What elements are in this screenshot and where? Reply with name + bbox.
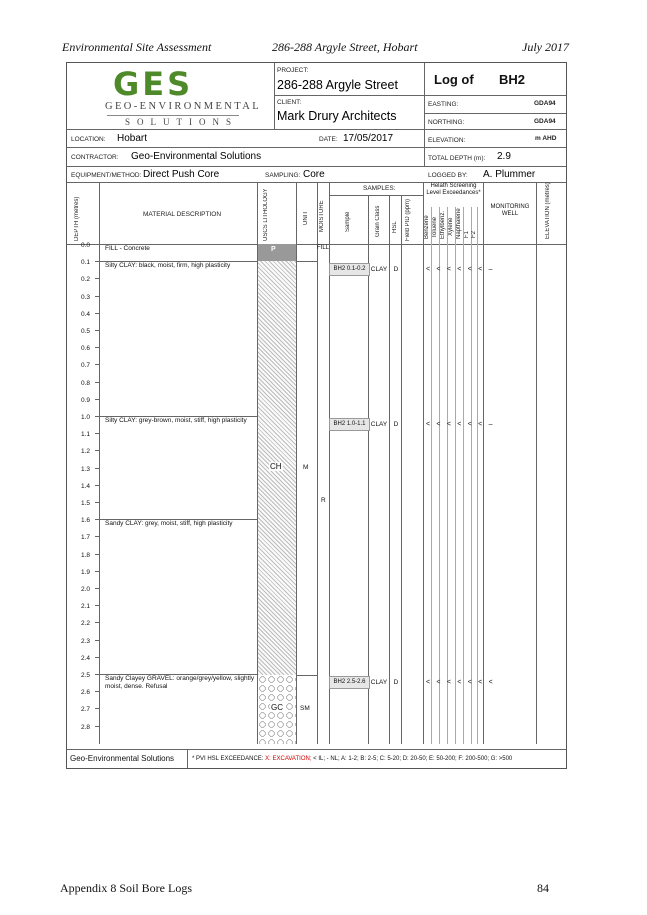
- depth-tick: 2.4: [81, 654, 91, 662]
- depth-tick: 1.0: [81, 414, 91, 421]
- depth-tick: 0.1: [81, 259, 91, 267]
- layer-description: Silty CLAY: black, moist, firm, high plasticity: [105, 262, 231, 270]
- date-value: 17/05/2017: [343, 133, 394, 144]
- lithology-fill-label: P: [271, 246, 276, 253]
- layer-description: Sandy CLAY: grey, moist, stiff, high plasticity: [105, 520, 233, 528]
- depth-tick-mark: [95, 622, 99, 623]
- depth-tick: 0.0: [81, 242, 91, 249]
- depth-tick: 2.5: [81, 672, 91, 679]
- lithology-ch-label: CH: [270, 462, 282, 471]
- col-hsl: HSL: [392, 221, 398, 233]
- depth-tick-mark: [95, 708, 99, 709]
- moisture-r: R: [321, 497, 326, 504]
- easting-label: EASTING:: [428, 101, 459, 108]
- depth-tick: 0.6: [81, 345, 91, 353]
- sample-exceedances: < < < < < < –: [426, 266, 495, 274]
- client-value: Mark Drury Architects: [277, 109, 397, 123]
- depth-tick-mark: [95, 485, 99, 486]
- depth-tick-mark: [95, 502, 99, 503]
- sample-exceedances: < < < < < < –: [426, 421, 495, 428]
- depth-tick-mark: [95, 554, 99, 555]
- depth-tick-mark: [95, 657, 99, 658]
- contractor-label: CONTRACTOR:: [71, 154, 119, 161]
- depth-tick-mark: [95, 330, 99, 331]
- depth-tick: 1.2: [81, 448, 91, 456]
- col-material: MATERIAL DESCRIPTION: [143, 211, 222, 218]
- logged-by-value: A. Plummer: [483, 169, 536, 180]
- col-moisture: MOISTURE: [319, 200, 325, 232]
- depth-tick: 2.6: [81, 689, 91, 697]
- analyte-napthalene: Napthalene: [456, 208, 462, 240]
- logo-line1: GEO-ENVIRONMENTAL: [105, 101, 262, 112]
- total-depth-value: 2.9: [497, 151, 511, 162]
- footer-left: Appendix 8 Soil Bore Logs: [60, 881, 192, 895]
- sample-hsl: D: [393, 421, 399, 428]
- sampling-label: SAMPLING:: [265, 172, 301, 179]
- northing-value: GDA94: [534, 118, 556, 125]
- analyte-xylene: Xylene: [448, 217, 454, 237]
- unit-sm: SM: [300, 705, 310, 712]
- unit-m: M: [303, 464, 309, 471]
- company-logo: [67, 63, 274, 129]
- sampling-value: Core: [303, 169, 325, 180]
- lithology-fill: [258, 244, 296, 261]
- log-of-label: Log of: [434, 72, 474, 87]
- date-label: DATE:: [319, 136, 338, 143]
- logged-by-label: LOGGED BY:: [428, 172, 468, 179]
- header-right: July 2017: [522, 40, 569, 54]
- depth-tick: 1.8: [81, 551, 91, 559]
- col-uscs: USCS LITHOLOGY: [263, 188, 269, 241]
- logo-line2: SOLUTIONS: [125, 117, 239, 127]
- legend-company: Geo-Environmental Solutions: [70, 754, 175, 763]
- col-unit: UNIT: [303, 211, 309, 225]
- depth-tick: 0.2: [81, 276, 91, 284]
- analyte-ethylbenz: Ethylbenz.: [440, 210, 446, 240]
- bore-log-sheet: [66, 62, 567, 769]
- depth-tick-mark: [95, 296, 99, 297]
- depth-tick: 1.3: [81, 465, 91, 473]
- depth-tick: 1.7: [81, 534, 91, 542]
- depth-tick-mark: [95, 588, 99, 589]
- layer-description: Sandy Clayey GRAVEL: orange/grey/yellow, slightly moist, dense. Refusal: [105, 675, 255, 690]
- depth-tick-mark: [95, 605, 99, 606]
- depth-tick-mark: [95, 364, 99, 365]
- depth-tick: 1.1: [81, 431, 91, 439]
- analyte-f1: F1: [464, 230, 470, 238]
- col-grain: Grain Class: [375, 205, 381, 237]
- depth-tick-mark: [95, 382, 99, 383]
- location-value: Hobart: [117, 133, 148, 144]
- moisture-fill: FILL: [317, 245, 330, 251]
- footer-page: 84: [537, 881, 549, 895]
- depth-tick: 0.7: [81, 362, 91, 370]
- logo-letters: GES: [113, 65, 194, 103]
- depth-tick-mark: [95, 468, 99, 469]
- col-well: MONITORING WELL: [490, 204, 530, 217]
- total-depth-label: TOTAL DEPTH (m):: [428, 155, 486, 162]
- depth-tick: 2.0: [81, 586, 91, 593]
- contractor-value: Geo-Environmental Solutions: [131, 151, 262, 162]
- depth-tick: 2.2: [81, 620, 91, 628]
- depth-tick-mark: [95, 726, 99, 727]
- elevation-label: ELEVATION:: [428, 137, 466, 144]
- depth-tick: 0.9: [81, 396, 91, 404]
- header-left: Environmental Site Assessment: [62, 40, 212, 54]
- col-pid: Field PID (ppm): [405, 198, 411, 241]
- depth-tick: 1.9: [81, 568, 91, 576]
- depth-tick-mark: [95, 450, 99, 451]
- depth-tick: 1.4: [81, 482, 91, 490]
- col-elevation: ELEVATION (metres): [545, 182, 551, 239]
- analyte-f2: F2: [471, 230, 477, 238]
- depth-tick: 1.6: [81, 517, 91, 525]
- northing-label: NORTHING:: [428, 119, 465, 126]
- legend-prefix: * PVI HSL EXCEEDANCE:: [192, 756, 266, 762]
- legend-excavation: X: EXCAVATION;: [265, 756, 312, 762]
- depth-tick: 0.4: [81, 310, 91, 318]
- depth-tick-mark: [95, 399, 99, 400]
- sample-grain: CLAY: [370, 421, 388, 428]
- depth-tick-mark: [95, 640, 99, 641]
- easting-value: GDA94: [534, 100, 556, 107]
- project-value: 286-288 Argyle Street: [277, 78, 398, 92]
- depth-tick-mark: [95, 278, 99, 279]
- bore-id: BH2: [499, 72, 526, 87]
- depth-tick-mark: [95, 347, 99, 348]
- depth-tick-mark: [95, 571, 99, 572]
- lithology-gc-label: GC: [271, 703, 283, 712]
- client-label: CLIENT:: [277, 99, 302, 106]
- depth-tick: 2.8: [81, 723, 91, 731]
- sample-hsl: D: [393, 679, 399, 686]
- analyte-benzene: Benzene: [424, 215, 430, 239]
- equipment-label: EQUIPMENT/METHOD:: [71, 172, 142, 179]
- depth-tick-mark: [95, 691, 99, 692]
- project-label: PROJECT:: [277, 67, 309, 74]
- depth-tick-mark: [95, 244, 99, 245]
- layer-description: FILL - Concrete: [105, 245, 150, 252]
- depth-tick: 0.3: [81, 293, 91, 301]
- legend-text: [192, 756, 512, 762]
- elevation-value: m AHD: [535, 135, 557, 142]
- col-depth: DEPTH (metres): [74, 196, 80, 241]
- sample-exceedances: < < < < < < <: [426, 679, 495, 686]
- depth-tick-mark: [95, 313, 99, 314]
- sample-id: BH2 1.0-1.1: [329, 418, 370, 431]
- sample-id: BH2 0.1-0.2: [329, 263, 370, 276]
- sample-grain: CLAY: [370, 266, 388, 274]
- layer-description: Silty CLAY: grey-brown, moist, stiff, high plasticity: [105, 417, 247, 424]
- sample-grain: CLAY: [370, 679, 388, 686]
- col-screening: Helath Screening Level Exceedances*: [426, 183, 481, 196]
- depth-tick: 0.8: [81, 379, 91, 387]
- sample-hsl: D: [393, 266, 399, 274]
- depth-tick: 2.3: [81, 637, 91, 645]
- depth-tick-mark: [95, 536, 99, 537]
- depth-tick: 0.5: [81, 328, 91, 335]
- sample-id: BH2 2.5-2.6: [329, 676, 370, 689]
- analyte-toluene: Toluene: [432, 216, 438, 238]
- depth-tick: 2.1: [81, 603, 91, 611]
- depth-tick: 2.7: [81, 706, 91, 714]
- depth-tick-mark: [95, 433, 99, 434]
- legend-rest: < IL; - NL; A: 1-2; B: 2-5; C: 5-20; D: 20-50; E: 50-200; F: 200-500; G: >500: [311, 756, 513, 762]
- location-label: LOCATION:: [71, 136, 106, 143]
- col-sample: Sample: [345, 211, 351, 233]
- header-center: 286-288 Argyle Street, Hobart: [272, 40, 418, 54]
- col-samples: SAMPLES:: [363, 185, 396, 192]
- depth-tick: 1.5: [81, 500, 91, 507]
- equipment-value: Direct Push Core: [143, 169, 220, 180]
